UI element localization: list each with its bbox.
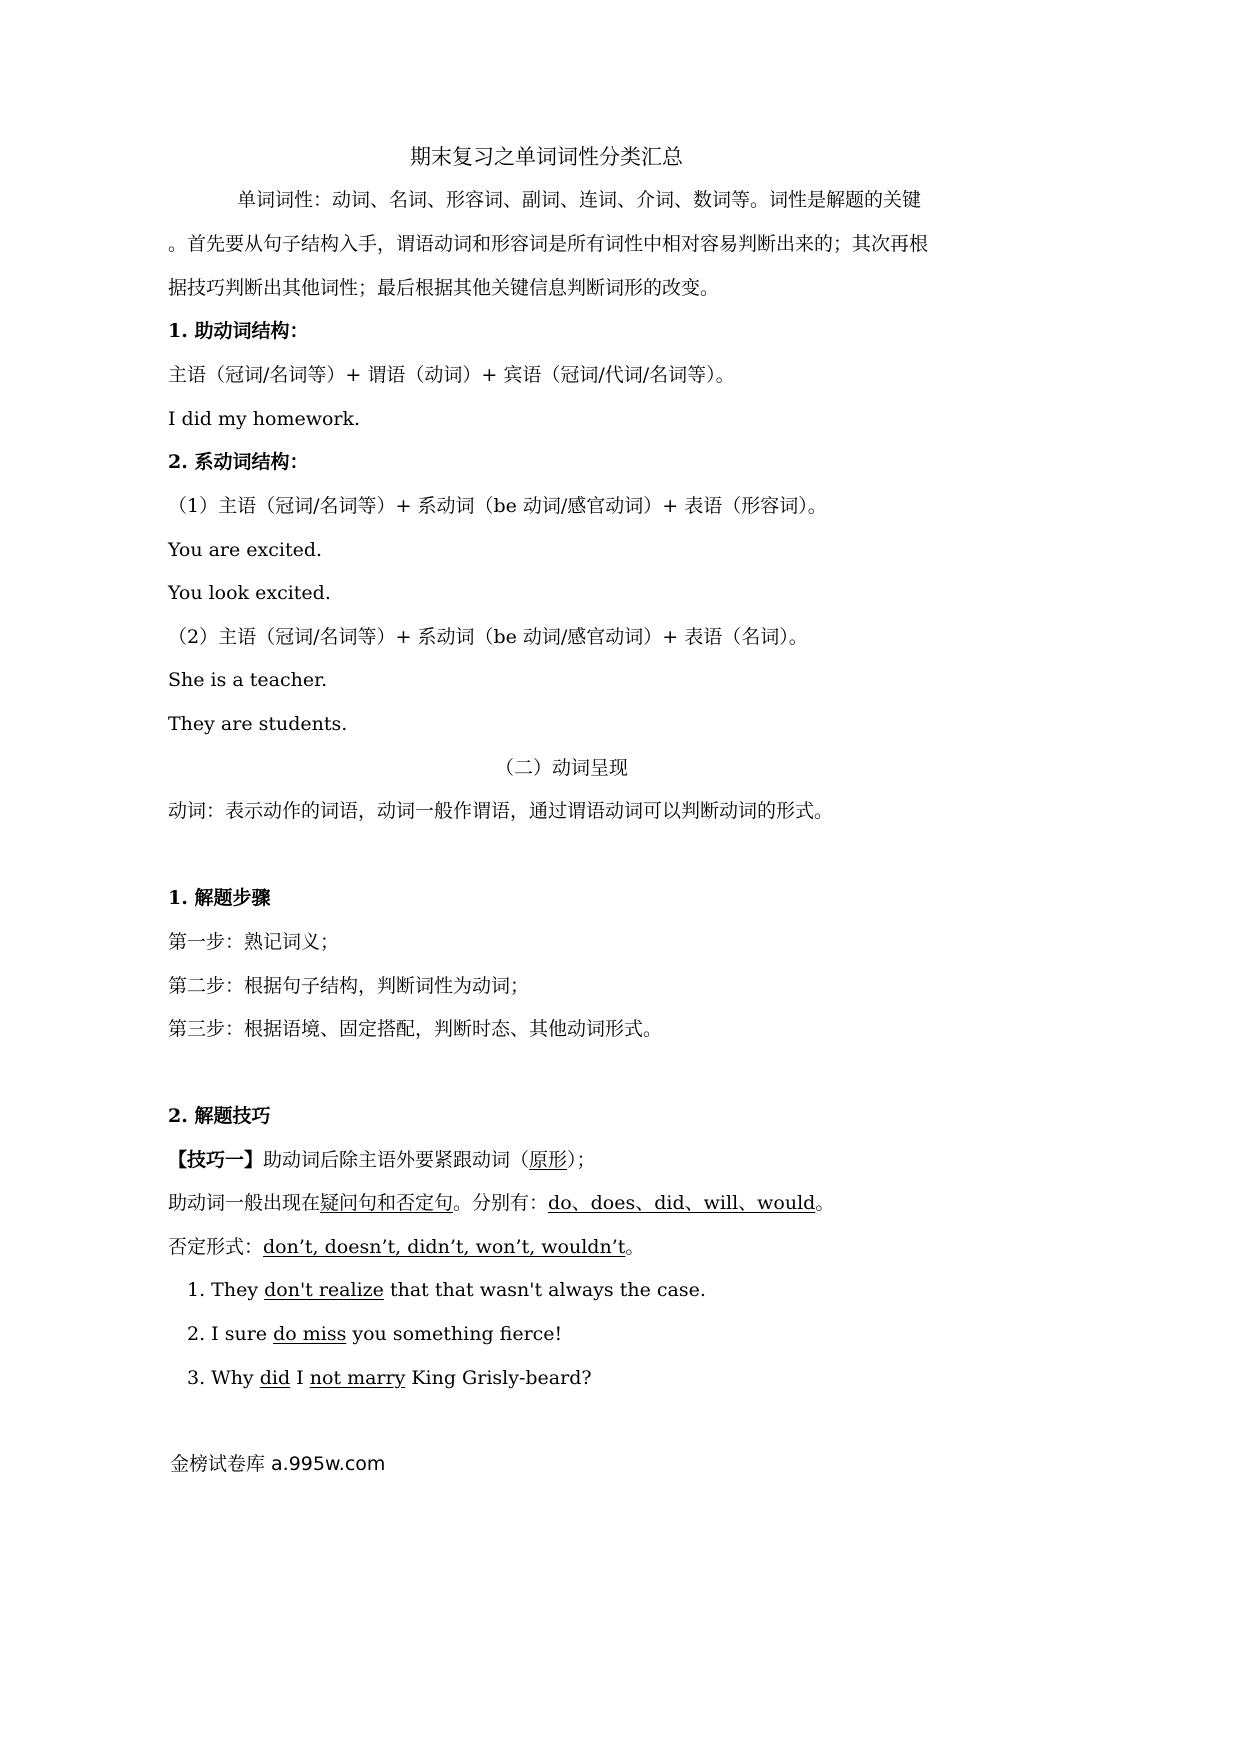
intro-line-3: 据技巧判断出其他词性；最后根据其他关键信息判断词形的改变。 bbox=[168, 277, 720, 299]
example-2-underlined: do miss bbox=[273, 1323, 347, 1345]
example-1-pre: 1. They bbox=[187, 1279, 265, 1301]
section-heading-linking-structure: 2. 系动词结构： bbox=[168, 451, 309, 473]
aux-structure-example: I did my homework. bbox=[168, 408, 361, 430]
intro-line-2: 。首先要从句子结构入手，谓语动词和形容词是所有词性中相对容易判断出来的；其次再根 bbox=[168, 233, 929, 255]
section-heading-aux-structure: 1. 助动词结构： bbox=[168, 320, 309, 342]
tip-1-text: 助动词后除主语外要紧跟动词（ bbox=[263, 1149, 530, 1171]
tip-1-label: 【技巧一】 bbox=[168, 1149, 264, 1171]
negative-forms-list: don’t, doesn’t, didn’t, won’t, wouldn’t bbox=[263, 1236, 626, 1258]
aux-structure-formula: 主语（冠词/名词等）+ 谓语（动词）+ 宾语（冠词/代词/名词等）。 bbox=[168, 364, 735, 386]
step-1: 第一步：熟记词义； bbox=[168, 931, 340, 953]
linking-formula-1: （1）主语（冠词/名词等）+ 系动词（be 动词/感官动词）+ 表语（形容词）。 bbox=[168, 495, 827, 517]
example-1-post: that that wasn't always the case. bbox=[383, 1279, 706, 1301]
intro-line-1: 单词词性：动词、名词、形容词、副词、连词、介词、数词等。词性是解题的关键 bbox=[237, 189, 922, 211]
example-3-post: King Grisly-beard? bbox=[405, 1367, 592, 1389]
tip-example-1 bbox=[187, 1277, 706, 1303]
example-1-underlined: don't realize bbox=[264, 1279, 384, 1301]
aux-verbs-pre: 助动词一般出现在 bbox=[168, 1192, 321, 1214]
step-3: 第三步：根据语境、固定搭配，判断时态、其他动词形式。 bbox=[168, 1018, 663, 1040]
verb-definition: 动词：表示动作的词语，动词一般作谓语，通过谓语动词可以判断动词的形式。 bbox=[168, 800, 834, 822]
aux-verbs-line bbox=[168, 1190, 834, 1216]
example-3-mid: I bbox=[290, 1367, 310, 1389]
linking-example-1a: You are excited. bbox=[168, 539, 323, 561]
negative-forms-pre: 否定形式： bbox=[168, 1236, 264, 1258]
part-heading-verbs: （二）动词呈现 bbox=[495, 757, 629, 779]
section-heading-steps: 1. 解题步骤 bbox=[168, 887, 271, 909]
page-title: 期末复习之单词词性分类汇总 bbox=[410, 145, 683, 169]
tip-1-end: ）； bbox=[567, 1149, 596, 1171]
example-3-pre: 3. Why bbox=[187, 1367, 260, 1389]
example-2-pre: 2. I sure bbox=[187, 1323, 274, 1345]
linking-example-2a: She is a teacher. bbox=[168, 669, 328, 691]
footer-watermark: 金榜试卷库 a.995w.com bbox=[170, 1453, 386, 1475]
negative-forms-end: 。 bbox=[625, 1236, 645, 1258]
tip-example-2 bbox=[187, 1321, 562, 1347]
aux-verbs-sentence-types: 疑问句和否定句 bbox=[320, 1192, 454, 1214]
tip-1-underlined: 原形 bbox=[529, 1149, 568, 1171]
aux-verbs-list: do、does、did、will、would bbox=[548, 1192, 816, 1214]
aux-verbs-mid: 。分别有： bbox=[453, 1192, 549, 1214]
example-3-underlined-1: did bbox=[259, 1367, 291, 1389]
step-2: 第二步：根据句子结构，判断词性为动词； bbox=[168, 975, 530, 997]
negative-forms-line bbox=[168, 1234, 644, 1260]
section-heading-tips: 2. 解题技巧 bbox=[168, 1105, 271, 1127]
linking-example-2b: They are students. bbox=[168, 713, 348, 735]
linking-formula-2: （2）主语（冠词/名词等）+ 系动词（be 动词/感官动词）+ 表语（名词）。 bbox=[168, 626, 808, 648]
aux-verbs-end: 。 bbox=[815, 1192, 835, 1214]
linking-example-1b: You look excited. bbox=[168, 582, 331, 604]
example-2-post: you something fierce! bbox=[346, 1323, 563, 1345]
tip-example-3 bbox=[187, 1365, 592, 1391]
tip-1-line bbox=[168, 1147, 596, 1173]
example-3-underlined-2: not marry bbox=[309, 1367, 406, 1389]
